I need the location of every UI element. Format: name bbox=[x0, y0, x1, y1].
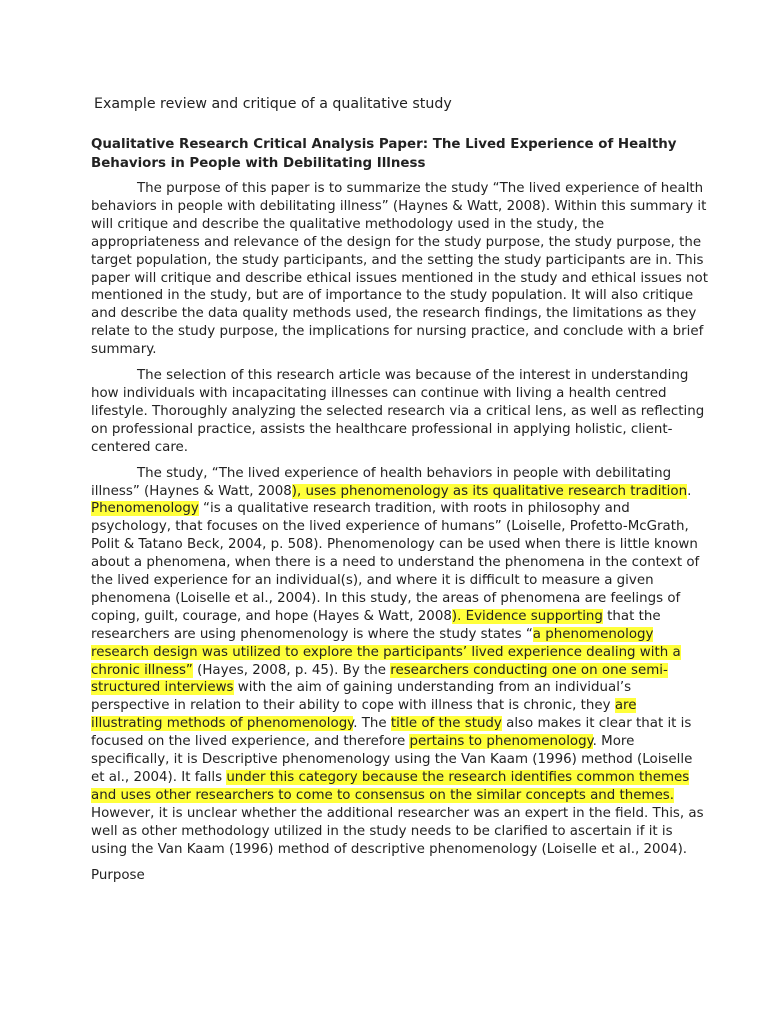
text-segment: . The bbox=[353, 716, 391, 732]
text-segment: (Hayes, 2008, p. 45). By the bbox=[192, 662, 391, 678]
document-heading: Example review and critique of a qualitative study bbox=[94, 96, 452, 112]
text-segment: However, it is unclear whether the additional researcher was an expert in the field. This, as well as other methodology utilized in the study needs to be clarified to ascertain if it is using the Van Kaam (1996) method of descriptive phenomenology (Loiselle et al., 2004). bbox=[91, 805, 704, 857]
highlighted-text: ), uses phenomenology as its qualitative research tradition bbox=[291, 483, 688, 499]
text-segment: that the researchers are using phenomenology is where the study states “ bbox=[91, 608, 661, 642]
highlighted-text: under this category because the research identifies common themes and uses other researchers to come to consensus on the similar concepts and themes. bbox=[91, 770, 690, 803]
text-segment: also makes it clear that it is focused on the lived experience, and therefore bbox=[91, 716, 692, 750]
text-segment: with the aim of gaining understanding from an individual’s perspective in relation to their ability to cope with illness that is chronic, they bbox=[91, 680, 632, 714]
paragraph-methodology bbox=[91, 465, 708, 859]
text-segment: . bbox=[687, 483, 692, 499]
section-heading-purpose: Purpose bbox=[91, 867, 145, 883]
highlighted-text: ). Evidence supporting bbox=[451, 608, 603, 624]
paragraph-selection: The selection of this research article was because of the interest in understanding how individuals with incapacitating illnesses can continue with living a health centred lifestyle. Thoroughly analyzing the selected research via a critical lens, as well as reflecting on professional practice, assists the healthcare professional in applying holistic, client-centered care. bbox=[91, 368, 705, 455]
highlighted-text: pertains to phenomenology bbox=[409, 734, 593, 750]
paper-title: Qualitative Research Critical Analysis Paper: The Lived Experience of Healthy Behaviors in People with Debilitating Illness bbox=[91, 137, 677, 171]
highlighted-text: researchers conducting one on one semi-structured interviews bbox=[91, 662, 668, 696]
paragraph-purpose: The purpose of this paper is to summarize the study “The lived experience of health behaviors in people with debilitating illness” (Haynes & Watt, 2008). Within this summary it will critique and describe the qualitative methodology used in the study, the appropriateness and relevance of the design for the study purpose, the study purpose, the target population, the study participants, and the setting the study participants are in. This paper will critique and describe ethical issues mentioned in the study and ethical issues not mentioned in the study, but are of importance to the study population. It will also critique and describe the data quality methods used, the research findings, the limitations as they relate to the study purpose, the implications for nursing practice, and conclude with a brief summary. bbox=[91, 181, 708, 358]
text-segment: “is a qualitative research tradition, with roots in philosophy and psychology, that focuses on the lived experience of humans” (Loiselle, Profetto-McGrath, Polit & Tatano Beck, 2004, p. 508). Phenomenology can be used when there is little known about a phenomena, when there is a need to understand the phenomena in the context of the lived experience for an individual(s), and where it is difficult to measure a given phenomena (Loiselle et al., 2004). In this study, the areas of phenomena are feelings of coping, guilt, courage, and hope (Hayes & Watt, 2008 bbox=[91, 501, 700, 624]
text-segment: . More specifically, it is Descriptive phenomenology using the Van Kaam (1996) method (Loiselle et al., 2004). It falls bbox=[91, 734, 693, 785]
highlighted-text: are illustrating methods of phenomenology bbox=[91, 698, 637, 732]
highlighted-text: title of the study bbox=[390, 716, 502, 732]
text-segment: The study, “The lived experience of health behaviors in people with debilitating illness” (Haynes & Watt, 2008 bbox=[91, 465, 672, 499]
highlighted-text: Phenomenology bbox=[91, 501, 199, 517]
highlighted-text: a phenomenology research design was utilized to explore the participants’ lived experience dealing with a chronic illness” bbox=[91, 626, 681, 678]
